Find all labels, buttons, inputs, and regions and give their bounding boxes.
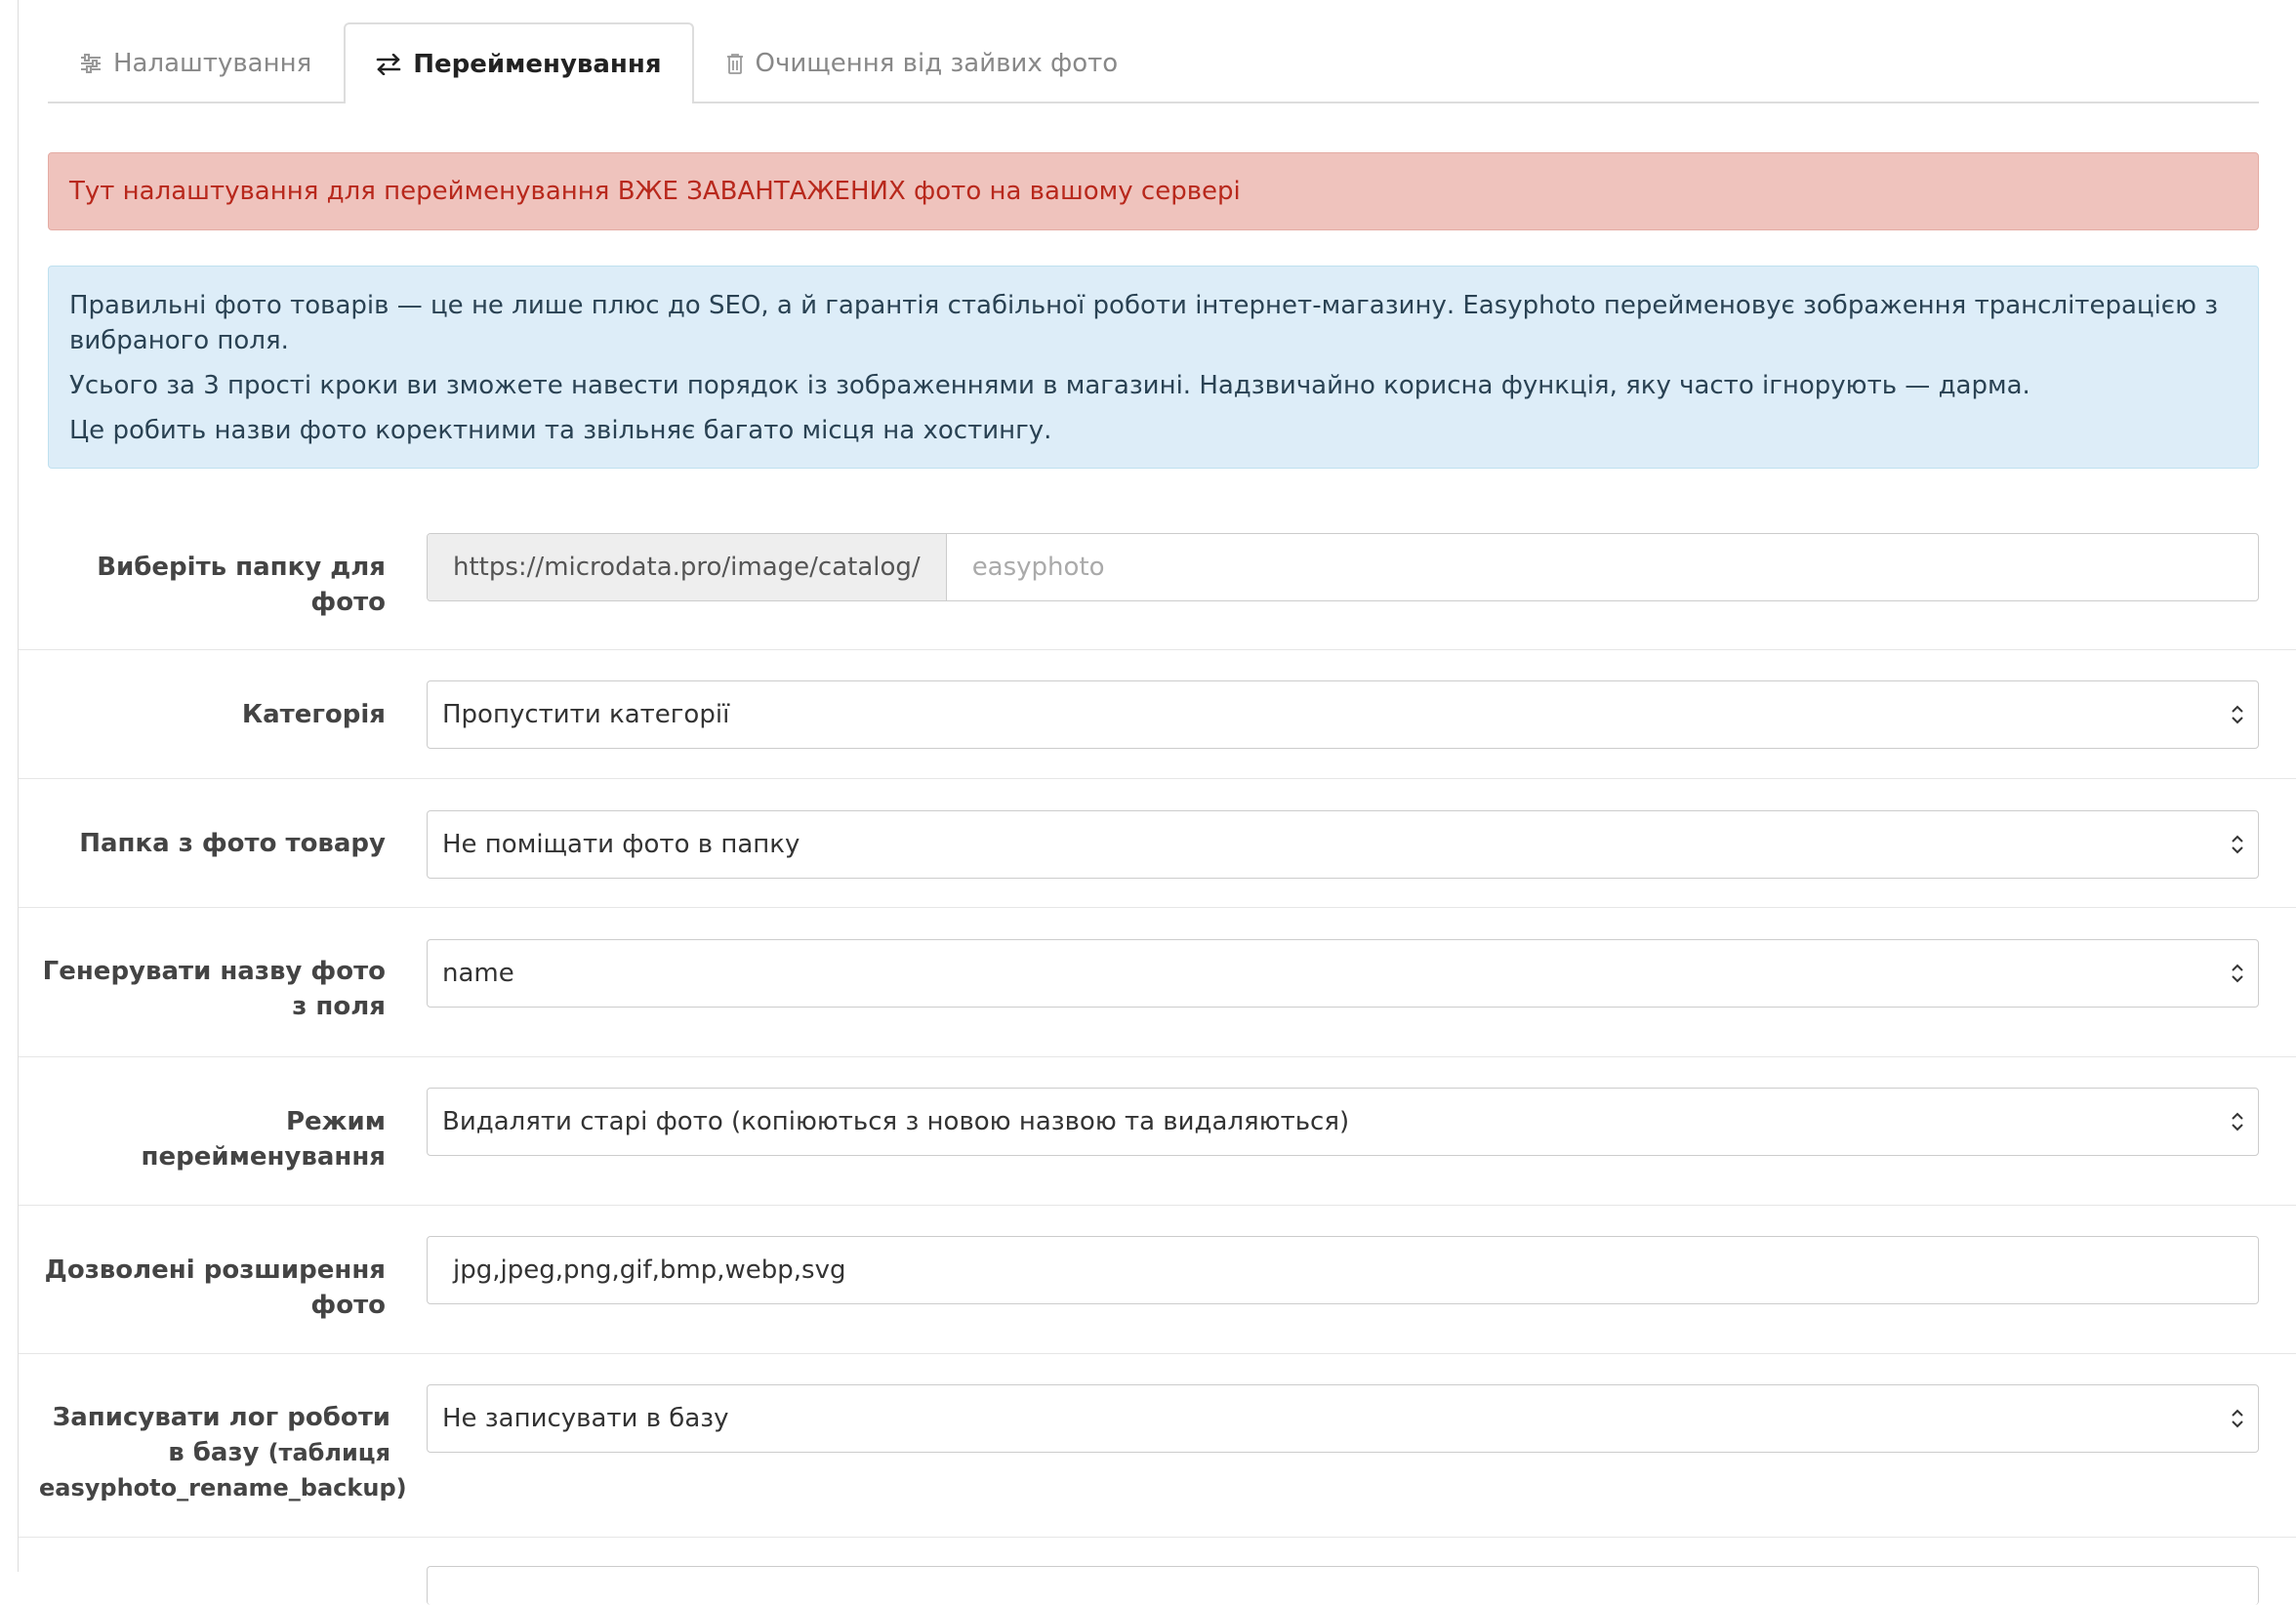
- exchange-icon: [376, 54, 401, 75]
- extensions-input-value: jpg,jpeg,png,gif,bmp,webp,svg: [453, 1255, 846, 1285]
- name-field-select-value: name: [442, 959, 514, 988]
- extensions-input[interactable]: [427, 1236, 2259, 1304]
- sliders-icon: [80, 54, 102, 73]
- mode-select-value: Видаляти старі фото (копіюються з новою назвою та видаляються): [442, 1107, 1350, 1136]
- danger-alert-text: Тут налаштування для перейменування ВЖЕ ЗАВАНТАЖЕНИХ фото на вашому сервері: [69, 177, 1241, 206]
- form-row-extensions: [19, 1206, 2296, 1354]
- tab-settings[interactable]: [48, 22, 344, 102]
- log-select[interactable]: [427, 1384, 2259, 1453]
- tab-cleanup[interactable]: [694, 22, 1151, 102]
- mode-select[interactable]: [427, 1088, 2259, 1156]
- form-row-name-field: [19, 908, 2296, 1057]
- mode-label: Режим перейменування: [141, 1107, 386, 1172]
- info-line-3: Це робить назви фото коректними та звільняє багато місця на хостингу.: [69, 416, 1052, 445]
- form-row-product-folder: [19, 779, 2296, 908]
- info-line-2: Усього за 3 прості кроки ви зможете навести порядок із зображеннями в магазині. Надзвичайно корисна функція, яку часто ігнорують — дарма.: [69, 371, 2030, 400]
- select-arrows-icon: [2231, 704, 2244, 725]
- form-row-category: [19, 650, 2296, 779]
- info-line-1: Правильні фото товарів — це не лише плюс до SEO, а й гарантія стабільної роботи інтернет-магазину. Easyphoto перейменовує зображення транслітерацією з вибраного поля.: [69, 291, 2219, 355]
- select-arrows-icon: [2231, 1408, 2244, 1429]
- folder-input[interactable]: easyphoto: [971, 553, 1105, 582]
- product-folder-select-value: Не поміщати фото в папку: [442, 830, 800, 859]
- log-select-value: Не записувати в базу: [442, 1404, 729, 1433]
- select-arrows-icon: [2231, 963, 2244, 984]
- tab-label: Очищення від зайвих фото: [755, 48, 1119, 78]
- name-field-label: Генерувати назву фото з поля: [42, 957, 386, 1021]
- log-label-main: Записувати лог роботи в базу: [52, 1403, 390, 1467]
- log-label-note: (таблиця easyphoto_rename_backup): [39, 1439, 407, 1502]
- product-folder-select[interactable]: [427, 810, 2259, 879]
- category-select-value: Пропустити категорії: [442, 700, 730, 729]
- settings-panel: [18, 0, 2296, 1572]
- product-folder-label: Папка з фото товару: [79, 829, 386, 858]
- next-control-partial[interactable]: [427, 1566, 2259, 1605]
- log-label: [39, 1400, 407, 1505]
- form-row-folder: [19, 517, 2296, 650]
- tab-label: Перейменування: [413, 49, 662, 79]
- danger-alert: [48, 152, 2259, 230]
- select-arrows-icon: [2231, 1111, 2244, 1132]
- category-select[interactable]: [427, 680, 2259, 749]
- extensions-label: Дозволені розширення фото: [44, 1255, 386, 1320]
- folder-label: Виберіть папку для фото: [97, 553, 386, 617]
- form-row-mode: [19, 1057, 2296, 1206]
- form-row-log: [19, 1354, 2296, 1538]
- category-label: Категорія: [241, 700, 386, 729]
- info-alert: [48, 266, 2259, 469]
- trash-icon: [726, 53, 744, 74]
- tab-bar: [48, 24, 2259, 103]
- select-arrows-icon: [2231, 834, 2244, 855]
- name-field-select[interactable]: [427, 939, 2259, 1008]
- folder-url-prefix: https://microdata.pro/image/catalog/: [428, 534, 947, 600]
- folder-input-group: [427, 533, 2259, 601]
- tab-label: Налаштування: [113, 48, 312, 78]
- tab-rename[interactable]: [344, 22, 693, 103]
